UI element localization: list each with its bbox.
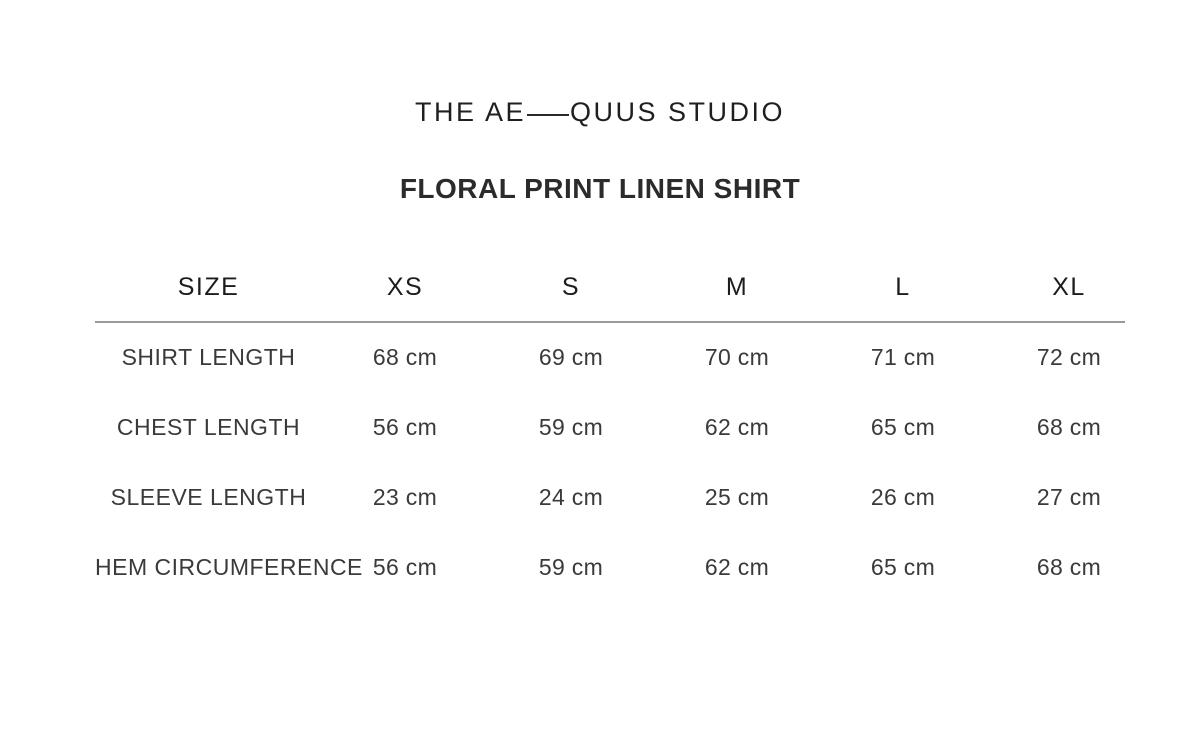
size-chart-sheet — [0, 97, 1200, 750]
cell-value: 65 cm — [870, 554, 936, 580]
row-label: SLEEVE LENGTH — [110, 484, 307, 510]
column-header-m: M — [725, 272, 749, 301]
cell-value: 71 cm — [870, 344, 936, 370]
row-label: CHEST LENGTH — [116, 414, 301, 440]
cell-value: 72 cm — [1036, 344, 1102, 370]
table-row-chest-length — [95, 393, 1152, 463]
size-chart-header-row — [95, 265, 1152, 309]
column-header-size: SIZE — [177, 272, 240, 301]
cell-value: 25 cm — [704, 484, 770, 510]
table-row-hem-circumference — [95, 533, 1152, 603]
column-header-xl: XL — [1052, 272, 1086, 301]
cell-value: 65 cm — [870, 414, 936, 440]
row-label: SHIRT LENGTH — [121, 344, 296, 370]
brand-name — [0, 97, 1200, 127]
cell-value: 69 cm — [538, 344, 604, 370]
column-header-xs: XS — [386, 272, 424, 301]
cell-value: 24 cm — [538, 484, 604, 510]
cell-value: 62 cm — [704, 554, 770, 580]
cell-value: 27 cm — [1036, 484, 1102, 510]
cell-value: 68 cm — [1036, 414, 1102, 440]
brand-ligature-line — [527, 114, 569, 116]
cell-value: 59 cm — [538, 414, 604, 440]
cell-value: 56 cm — [372, 554, 438, 580]
brand-name-part1: THE AE — [414, 97, 526, 127]
cell-value: 26 cm — [870, 484, 936, 510]
column-header-s: S — [561, 272, 581, 301]
row-label: HEM CIRCUMFERENCE — [95, 554, 363, 580]
cell-value: 68 cm — [372, 344, 438, 370]
cell-value: 56 cm — [372, 414, 438, 440]
table-row-shirt-length — [95, 323, 1152, 393]
cell-value: 70 cm — [704, 344, 770, 370]
brand-name-part2: QUUS STUDIO — [570, 97, 786, 127]
size-chart-table — [95, 265, 1152, 603]
cell-value: 23 cm — [372, 484, 438, 510]
column-header-l: L — [895, 272, 911, 301]
product-title: FLORAL PRINT LINEN SHIRT — [399, 173, 801, 204]
cell-value: 59 cm — [538, 554, 604, 580]
table-row-sleeve-length — [95, 463, 1152, 533]
cell-value: 62 cm — [704, 414, 770, 440]
cell-value: 68 cm — [1036, 554, 1102, 580]
